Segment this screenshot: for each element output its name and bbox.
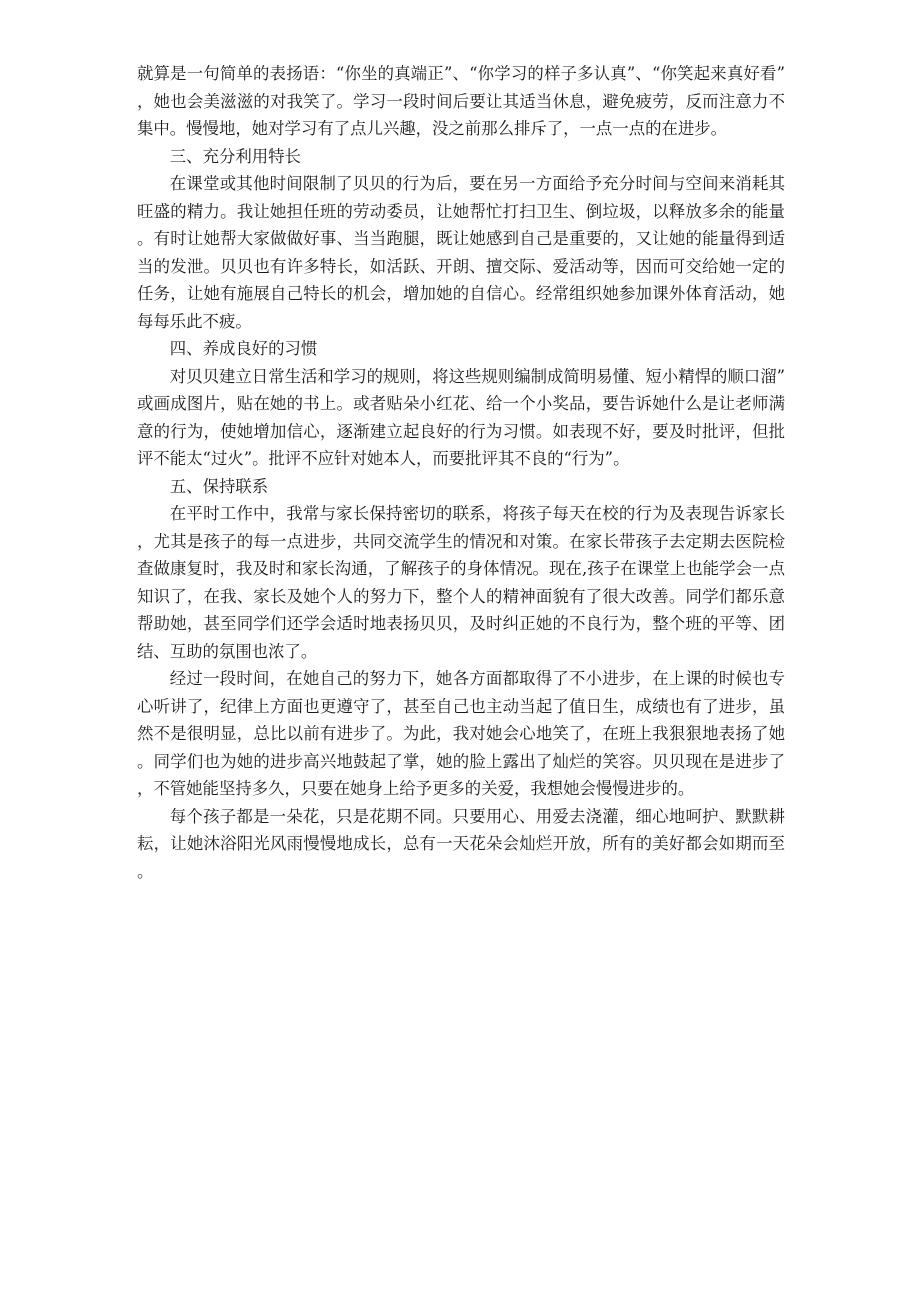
- paragraph-conclusion: 每个孩子都是一朵花，只是花期不同。只要用心、用爱去浇灌，细心地呵护、默默耕耘，让她沐浴阳光风雨慢慢地成长，总有一天花朵会灿烂开放，所有的美好都会如期而至。: [137, 806, 785, 881]
- paragraph-progress: 经过一段时间，在她自己的努力下，她各方面都取得了不小进步，在上课的时候也专心听讲了，纪律上方面也更遵守了，甚至自己也主动当起了值日生，成绩也有了进步，虽然不是很明显，总比以前有进步了。为此，我对她会心地笑了，在班上我狠狠地表扬了她。同学们也为她的进步高兴地鼓起了掌，她的脸上露出了灿烂的笑容。贝贝现在是进步了，不管她能坚持多久，只要在她身上给予更多的关爱，我想她会慢慢进步的。: [137, 669, 785, 798]
- paragraph-praise-continuation: 就算是一句简单的表扬语：“你坐的真端正”、“你学习的样子多认真”、“你笑起来真好看”，她也会美滋滋的对我笑了。学习一段时间后要让其适当休息，避免疲劳，反而注意力不集中。慢慢地，她对学习有了点儿兴趣，没之前那么排斥了，一点一点的在进步。: [137, 64, 785, 138]
- section-heading-use-strengths: 三、充分利用特长: [169, 146, 301, 166]
- paragraph-good-habits: 对贝贝建立日常生活和学习的规则，将这些规则编制成简明易懂、短小精悍的顺口溜”或画成图片，贴在她的书上。或者贴朵小红花、给一个小奖品，要告诉她什么是让老师满意的行为，使她增加信心，逐渐建立起良好的行为习惯。如表现不好，要及时批评，但批评不能太“过火”。批评不应针对她本人，而要批评其不良的“行为”。: [137, 366, 785, 468]
- section-heading-keep-contact: 五、保持联系: [169, 476, 269, 496]
- paragraph-use-strengths: 在课堂或其他时间限制了贝贝的行为后，要在另一方面给予充分时间与空间来消耗其旺盛的精力。我让她担任班的劳动委员，让她帮忙打扫卫生、倒垃圾，以释放多余的能量。有时让她帮大家做做好事、当当跑腿，既让她感到自己是重要的，又让她的能量得到适当的发泄。贝贝也有许多特长，如活跃、开朗、擅交际、爱活动等，因而可交给她一定的任务，让她有施展自己特长的机会，增加她的自信心。经常组织她参加课外体育活动，她每每乐此不疲。: [137, 174, 785, 331]
- paragraph-keep-contact: 在平时工作中，我常与家长保持密切的联系，将孩子每天在校的行为及表现告诉家长，尤其是孩子的每一点进步，共同交流学生的情况和对策。在家长带孩子去定期去医院检查做康复时，我及时和家长沟通，了解孩子的身体情况。现在,孩子在课堂上也能学会一点知识了，在我、家长及她个人的努力下，整个人的精神面貌有了很大改善。同学们都乐意帮助她，甚至同学们还学会适时地表扬贝贝，及时纠正她的不良行为，整个班的平等、团结、互助的氛围也浓了。: [137, 504, 785, 661]
- section-heading-good-habits: 四、养成良好的习惯: [169, 339, 318, 358]
- document-body: [137, 60, 785, 885]
